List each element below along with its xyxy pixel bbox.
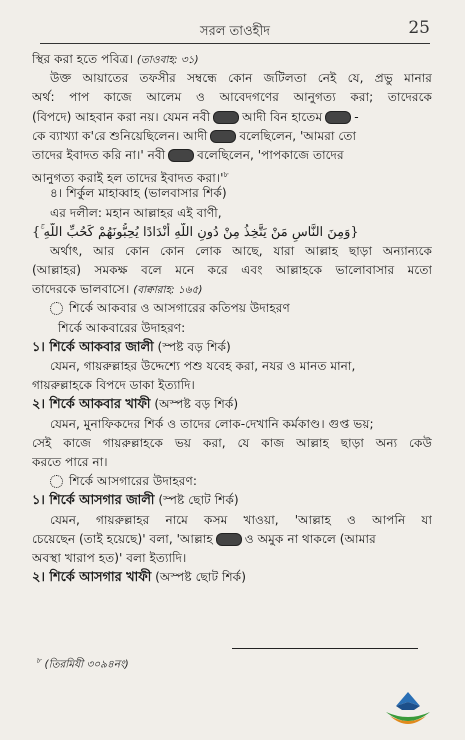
text-line: সেই কাজে গায়রুল্লাহকে ভয় করা, যে কাজ আল্লাহ ছাড়া অন্য কেউ bbox=[32, 435, 432, 450]
text-line bbox=[32, 50, 432, 69]
footnote bbox=[36, 655, 129, 675]
arabic-verse: {وَمِنَ النَّاسِ مَنْ يَتَّخِذُ مِنْ دُونِ اللَّهِ أَنْدَادًا يُحِبُّونَهُمْ كَحُبِّ اللَّهِ ۚ} bbox=[32, 224, 359, 240]
text-line: যেমন, গায়রুল্লাহর নামে কসম খাওয়া, 'আল্লাহ ও আপনি যা bbox=[50, 512, 432, 527]
text-line-content: - bbox=[354, 109, 359, 124]
text-line bbox=[32, 146, 432, 165]
section-heading bbox=[32, 299, 432, 318]
text-line: করতে পারে না। bbox=[32, 454, 108, 469]
text-line-content: কে ব্যাখ্যা ক'রে শুনিয়েছিলেন। আদী bbox=[32, 128, 208, 143]
salutation-seal-icon bbox=[168, 149, 194, 162]
flower-ornament-icon bbox=[50, 475, 63, 488]
example-title: ১। শির্কে আসগার জালী bbox=[32, 493, 155, 509]
example-heading bbox=[32, 491, 432, 510]
example-note: (স্পষ্ট ছোট শির্ক) bbox=[154, 493, 239, 508]
page-number: 25 bbox=[408, 18, 430, 38]
header-rule bbox=[40, 43, 430, 44]
salutation-seal-icon bbox=[325, 111, 351, 124]
glorification-seal-icon bbox=[216, 533, 242, 546]
footnote-marker: ৮ bbox=[36, 656, 42, 665]
text-line: যেমন, মুনাফিকদের শির্ক ও তাদের লোক-দেখানি কর্মকাণ্ড। গুপ্ত ভয়; bbox=[50, 416, 374, 431]
example-title: ২। শির্কে আকবার খাফী bbox=[32, 397, 151, 413]
text-line: এর দলীল: মহান আল্লাহর এই বাণী, bbox=[50, 205, 222, 220]
text-line: যেমন, গায়রুল্লাহর উদ্দেশ্যে পশু যবেহ করা, নযর ও মানত মানা, bbox=[50, 359, 356, 373]
text-line: অর্থ: পাপ কাজে আলেম ও আবেদগণের আনুগত্য করা; তাদেরকে bbox=[32, 90, 432, 105]
example-heading bbox=[32, 395, 432, 414]
quran-reference: (তাওবাহ: ৩১) bbox=[136, 54, 199, 66]
running-header bbox=[40, 18, 430, 44]
footnote-marker: ৮ bbox=[223, 170, 229, 180]
text-line: অর্থাৎ, আর কোন কোন লোক আছে, যারা আল্লাহ ছাড়া অন্যান্যকে bbox=[50, 243, 432, 258]
example-note: (অস্পষ্ট ছোট শির্ক) bbox=[151, 570, 246, 585]
text-line-content: তাদের ইবাদত করি না।' নবী bbox=[32, 147, 166, 162]
text-line: উক্ত আয়াতের তফসীর সম্বন্ধে কোন জটিলতা নেই যে, প্রভু মানার bbox=[50, 71, 432, 86]
example-title: ১। শির্কে আকবার জালী bbox=[32, 339, 154, 355]
subheading: শির্কে আকবারের উদাহরণ: bbox=[58, 320, 186, 335]
text-line: গায়রুল্লাহকে বিপদে ডাকা ইত্যাদি। bbox=[32, 378, 195, 393]
text-line bbox=[32, 280, 432, 299]
salutation-seal-icon bbox=[213, 111, 239, 124]
running-title: সরল তাওহীদ bbox=[199, 24, 271, 39]
text-line-content: (বিপদে) আহবান করা নয়। যেমন নবী bbox=[32, 109, 211, 124]
text-line-content: বলেছিলেন, 'পাপকাজে তাদের bbox=[197, 147, 344, 162]
text-line bbox=[32, 127, 432, 146]
page-body bbox=[32, 50, 432, 587]
text-line: (আল্লাহর) সমকক্ষ বলে মনে করে এবং আল্লাহকে ভালোবাসার মতো bbox=[32, 263, 432, 278]
example-heading bbox=[32, 338, 432, 357]
text-line-content: তাদেরকে ভালবাসে। bbox=[32, 282, 134, 297]
text-line-content: চেয়েছেন (তাই হয়েছে)' বলা, 'আল্লাহ bbox=[32, 531, 213, 546]
example-note: (অস্পষ্ট বড় শির্ক) bbox=[150, 397, 239, 412]
heading-text: শির্কে আকবার ও আসগারের কতিপয় উদাহরণ bbox=[69, 301, 290, 316]
text-line-content: আদী বিন হাতেম bbox=[242, 109, 323, 124]
example-heading bbox=[32, 568, 432, 587]
example-note: (স্পষ্ট বড় শির্ক) bbox=[153, 339, 231, 354]
text-line bbox=[32, 108, 432, 127]
example-title: ২। শির্কে আসগার খাফী bbox=[32, 570, 152, 586]
heading-text: শির্কে আসগারের উদাহরণ: bbox=[69, 474, 197, 489]
section-heading: ৪। শির্কুল মাহাব্বাহ (ভালবাসার শির্ক) bbox=[50, 186, 227, 201]
text-line bbox=[32, 530, 432, 549]
flower-ornament-icon bbox=[50, 302, 63, 315]
text-line-content: স্থির করা হতে পবিত্র। bbox=[32, 52, 137, 66]
text-line-content: আনুগত্য করাই হল তাদের ইবাদত করা।' bbox=[32, 171, 224, 185]
footnote-rule bbox=[232, 648, 418, 649]
text-line-content: বলেছিলেন, 'আমরা তো bbox=[239, 128, 357, 143]
publisher-logo bbox=[382, 690, 434, 732]
section-heading bbox=[32, 472, 432, 491]
text-line: অবস্থা খারাপ হত)' বলা ইত্যাদি। bbox=[32, 550, 187, 565]
text-line-content: ও অমুক না থাকলে (আমার bbox=[244, 531, 376, 546]
text-line bbox=[32, 165, 432, 184]
salutation-seal-icon bbox=[210, 130, 236, 143]
footnote-text: (তিরমিযী ৩০৯৪নং) bbox=[41, 658, 129, 671]
quran-reference: (বাক্বারাহ: ১৬৫) bbox=[133, 284, 203, 297]
